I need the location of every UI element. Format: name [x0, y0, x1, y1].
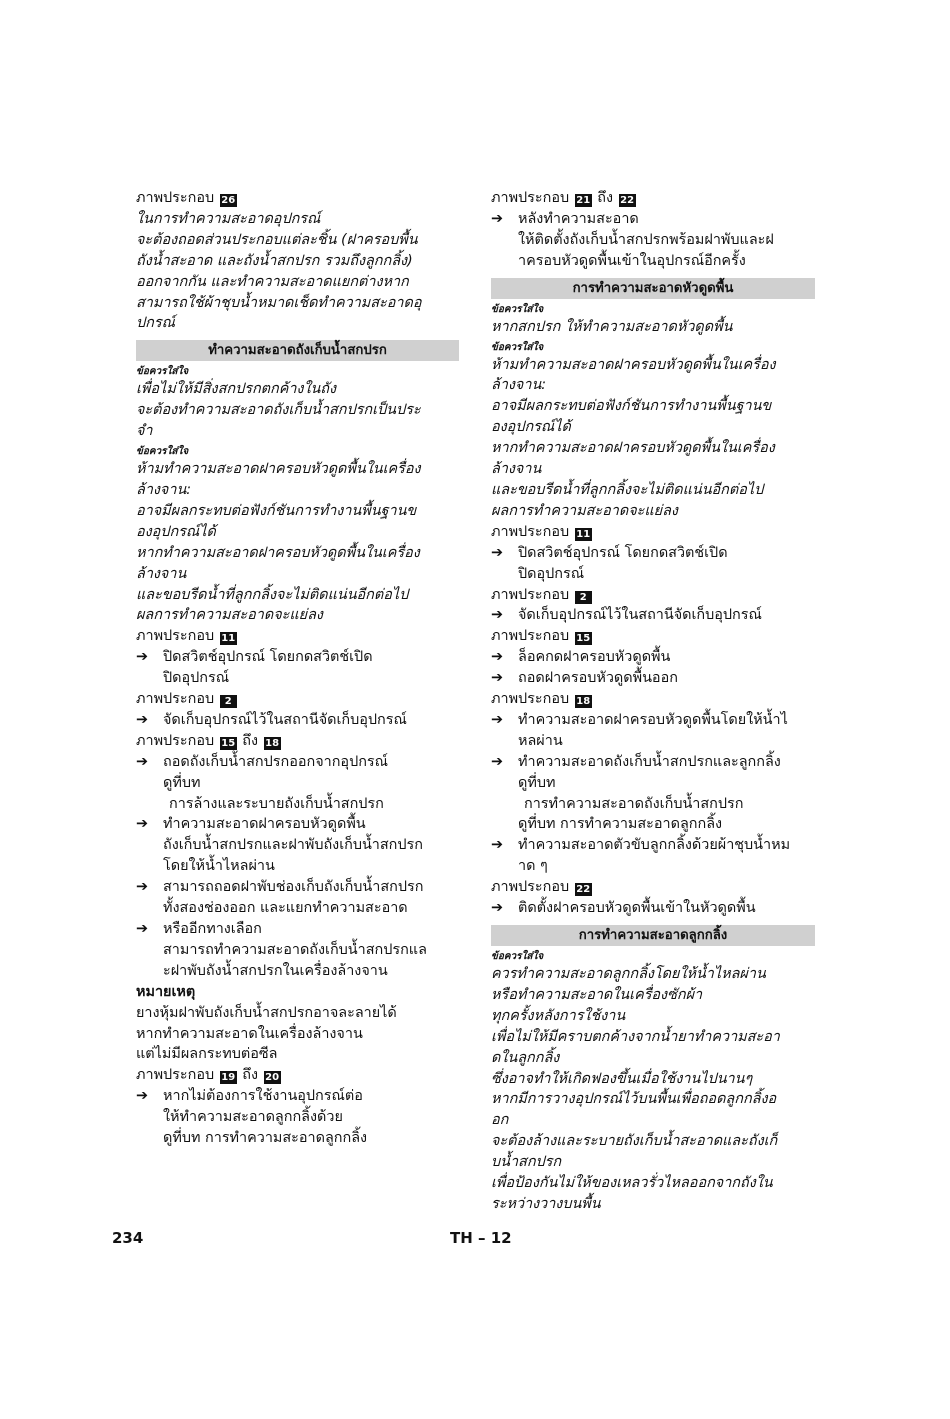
- figure-number: 22: [576, 884, 591, 896]
- page-number: 234: [112, 1229, 144, 1247]
- arrow-icon: ➔: [136, 711, 149, 728]
- figure-ref: ภาพประกอบ 26: [136, 190, 236, 206]
- paragraph: ทุกครั้งหลังการใช้งาน: [491, 1007, 626, 1024]
- cross-reference: การล้างและระบายถังเก็บน้ำสกปรก: [169, 795, 384, 812]
- paragraph: หรือทำความสะอาดในเครื่องซักผ้า: [491, 986, 703, 1003]
- figure-ref: ภาพประกอบ 22: [491, 879, 591, 896]
- figure-number: 15: [576, 633, 591, 645]
- paragraph: จะต้องถอดส่วนประกอบแต่ละชิ้น (ฝาครอบพื้น: [136, 231, 418, 248]
- right-column: [491, 188, 815, 1215]
- instruction-step: ➔ หลังทำความสะอาด: [491, 209, 815, 230]
- arrow-icon: ➔: [491, 607, 504, 624]
- caution-label: ข้อควรใส่ใจ: [136, 366, 189, 378]
- paragraph: สามารถใช้ผ้าชุบน้ำหมาดเช็ดทำความสะอาดอุ: [136, 294, 422, 311]
- arrow-icon: ➔: [491, 544, 504, 561]
- instruction-step: ➔ ถอดถังเก็บน้ำสกปรกออกจากอุปกรณ์: [136, 752, 459, 773]
- instruction-step: ➔ หากไม่ต้องการใช้งานอุปกรณ์ต่อ: [136, 1086, 459, 1107]
- arrow-icon: ➔: [491, 711, 504, 728]
- paragraph: หากทำความสะอาดฝาครอบหัวดูดพื้นในเครื่อง: [136, 544, 420, 561]
- instruction-step: ➔ ติดตั้งฝาครอบหัวดูดพื้นเข้าในหัวดูดพื้น: [491, 898, 815, 919]
- section-heading: ทำความสะอาดถังเก็บน้ำสกปรก: [136, 340, 459, 361]
- paragraph: ดในลูกกลิ้ง: [491, 1049, 560, 1066]
- instruction-continuation: ดูที่บท: [163, 774, 201, 791]
- paragraph: ล้างจาน: [491, 461, 542, 478]
- instruction-step: ➔ ทำความสะอาดถังเก็บน้ำสกปรกและลูกกลิ้ง: [491, 752, 815, 773]
- paragraph: อาจมีผลกระทบต่อฟังก์ชันการทำงานพื้นฐานข: [136, 502, 417, 519]
- arrow-icon: ➔: [491, 670, 504, 687]
- arrow-icon: ➔: [136, 921, 149, 937]
- paragraph: เพื่อไม่ให้มีสิ่งสกปรกตกค้างในถัง: [136, 381, 337, 398]
- figure-ref: ภาพประกอบ 15 ถึง 18: [136, 732, 280, 749]
- figure-number: 18: [265, 737, 280, 749]
- figure-number: 15: [221, 737, 236, 749]
- figure-number: 2: [575, 591, 592, 604]
- instruction-continuation: ทั้งสองช่องออก และแยกทำความสะอาด: [163, 900, 408, 917]
- figure-ref: ภาพประกอบ 18: [491, 691, 591, 708]
- paragraph: เพื่อไม่ให้มีคราบตกค้างจากน้ำยาทำความสะอา: [491, 1028, 780, 1045]
- arrow-icon: ➔: [136, 649, 149, 666]
- figure-number: 2: [220, 695, 237, 708]
- paragraph: ซึ่งอาจทำให้เกิดฟองขึ้นเมื่อใช้งานไปนานๆ: [491, 1070, 753, 1087]
- paragraph: จะต้องล้างและระบายถังเก็บน้ำสะอาดและถังเก็: [491, 1133, 778, 1150]
- figure-number: 22: [620, 195, 635, 206]
- instruction-continuation: าด ๆ: [518, 858, 548, 875]
- instruction-continuation: าครอบหัวดูดพื้นเข้าในอุปกรณ์อีกครั้ง: [518, 252, 746, 269]
- paragraph: ออกจากกัน และทำความสะอาดแยกต่างหาก: [136, 273, 409, 290]
- instruction-continuation: ถังเก็บน้ำสกปรกและฝาพับถังเก็บน้ำสกปรก: [163, 837, 423, 854]
- instruction-continuation: ให้ติดตั้งถังเก็บน้ำสกปรกพร้อมฝาพับและฝ: [518, 231, 774, 248]
- caution-label: ข้อควรใส่ใจ: [136, 446, 189, 458]
- paragraph: และขอบรีดน้ำที่ลูกกลิ้งจะไม่ติดแน่นอีกต่อไป: [136, 586, 409, 603]
- figure-number: 19: [221, 1072, 236, 1084]
- instruction-step: ➔ ทำความสะอาดตัวขับลูกกลิ้งด้วยผ้าชุบน้ำหม: [491, 835, 815, 856]
- figure-ref: ภาพประกอบ 19 ถึง 20: [136, 1067, 280, 1084]
- paragraph: จะต้องทำความสะอาดถังเก็บน้ำสกปรกเป็นประ: [136, 402, 421, 419]
- paragraph: ห้ามทำความสะอาดฝาครอบหัวดูดพื้นในเครื่อง: [136, 461, 421, 478]
- arrow-icon: ➔: [491, 837, 504, 854]
- instruction-step: ➔ ปิดสวิตช์อุปกรณ์ โดยกดสวิตช์เปิด: [136, 647, 459, 668]
- instruction-continuation: ะฝาพับถังน้ำสกปรกในเครื่องล้างจาน: [163, 962, 388, 979]
- cross-reference: การทำความสะอาดถังเก็บน้ำสกปรก: [524, 795, 744, 812]
- instruction-continuation: ปิดอุปกรณ์: [518, 565, 585, 582]
- note-heading: หมายเหตุ: [136, 983, 196, 1000]
- figure-ref: ภาพประกอบ 21 ถึง 22: [491, 190, 635, 206]
- caution-label: ข้อควรใส่ใจ: [491, 341, 544, 353]
- instruction-step: ➔ จัดเก็บอุปกรณ์ไว้ในสถานีจัดเก็บอุปกรณ์: [491, 605, 815, 626]
- paragraph: ผลการทำความสะอาดจะแย่ลง: [491, 502, 678, 519]
- instruction-continuation: หลผ่าน: [518, 732, 563, 749]
- figure-number: 11: [221, 633, 236, 645]
- arrow-icon: ➔: [491, 210, 504, 227]
- instruction-step: ➔ ทำความสะอาดฝาครอบหัวดูดพื้นโดยให้น้ำไ: [491, 710, 815, 731]
- caution-label: ข้อควรใส่ใจ: [491, 303, 544, 315]
- paragraph: และขอบรีดน้ำที่ลูกกลิ้งจะไม่ติดแน่นอีกต่อไป: [491, 481, 764, 498]
- paragraph: ในการทำความสะอาดอุปกรณ์: [136, 210, 321, 227]
- paragraph: หากสกปรก ให้ทำความสะอาดหัวดูดพื้น: [491, 318, 733, 335]
- paragraph: อก: [491, 1112, 509, 1129]
- paragraph: หากทำความสะอาดฝาครอบหัวดูดพื้นในเครื่อง: [491, 440, 775, 457]
- instruction-continuation: ดูที่บท การทำความสะอาดลูกกลิ้ง: [163, 1130, 368, 1147]
- left-column: [136, 188, 459, 1149]
- instruction-step: ➔ หรืออีกทางเลือก: [136, 919, 459, 940]
- instruction-step: ➔ จัดเก็บอุปกรณ์ไว้ในสถานีจัดเก็บอุปกรณ์: [136, 710, 459, 731]
- arrow-icon: ➔: [491, 753, 504, 770]
- arrow-icon: ➔: [136, 816, 149, 833]
- section-heading: การทำความสะอาดลูกกลิ้ง: [491, 925, 815, 946]
- figure-number: 11: [576, 528, 591, 540]
- paragraph: ปกรณ์: [136, 315, 175, 332]
- figure-ref: ภาพประกอบ 15: [491, 628, 591, 645]
- cross-reference: ดูที่บท การทำความสะอาดลูกกลิ้ง: [518, 816, 723, 833]
- instruction-step: ➔ ล็อคกดฝาครอบหัวดูดพื้น: [491, 647, 815, 668]
- instruction-continuation: โดยให้น้ำไหลผ่าน: [163, 858, 275, 875]
- paragraph: หากมีการวางอุปกรณ์ไว้บนพื้นเพื่อถอดลูกกลิ้งอ: [491, 1091, 777, 1108]
- paragraph: อาจมีผลกระทบต่อฟังก์ชันการทำงานพื้นฐานข: [491, 398, 772, 415]
- paragraph: ล้างจาน:: [491, 377, 547, 394]
- instruction-continuation: สามารถทำความสะอาดถังเก็บน้ำสกปรกแล: [163, 941, 427, 958]
- instruction-continuation: ดูที่บท: [518, 774, 556, 791]
- figure-number: 18: [576, 696, 591, 708]
- figure-ref: ภาพประกอบ 11: [136, 628, 236, 645]
- arrow-icon: ➔: [491, 649, 504, 666]
- instruction-step: ➔ ทำความสะอาดฝาครอบหัวดูดพื้น: [136, 814, 459, 835]
- paragraph: องอุปกรณ์ได้: [136, 523, 216, 540]
- instruction-continuation: ให้ทำความสะอาดลูกกลิ้งด้วย: [163, 1109, 343, 1126]
- paragraph: บน้ำสกปรก: [491, 1154, 562, 1171]
- paragraph: ล้างจาน:: [136, 481, 192, 498]
- paragraph: องอุปกรณ์ได้: [491, 419, 571, 436]
- paragraph: ควรทำความสะอาดลูกกลิ้งโดยให้น้ำไหลผ่าน: [491, 966, 766, 982]
- figure-ref: ภาพประกอบ 2: [491, 585, 815, 606]
- figure-number: 26: [221, 195, 236, 206]
- paragraph: เพื่อป้องกันไม่ให้ของเหลวรั่วไหลออกจากถังใน: [491, 1175, 773, 1192]
- arrow-icon: ➔: [491, 900, 504, 917]
- paragraph: ห้ามทำความสะอาดฝาครอบหัวดูดพื้นในเครื่อง: [491, 356, 776, 373]
- figure-number: 21: [576, 195, 591, 206]
- figure-ref: ภาพประกอบ 11: [491, 523, 591, 540]
- instruction-step: ➔ ถอดฝาครอบหัวดูดพื้นออก: [491, 668, 815, 689]
- paragraph: หากทำความสะอาดในเครื่องล้างจาน: [136, 1025, 363, 1042]
- paragraph: ยางหุ้มฝาพับถังเก็บน้ำสกปรกอาจละลายได้: [136, 1004, 397, 1021]
- arrow-icon: ➔: [136, 1088, 149, 1105]
- section-heading: การทำความสะอาดหัวดูดพื้น: [491, 278, 815, 299]
- paragraph: ล้างจาน: [136, 565, 187, 582]
- arrow-icon: ➔: [136, 753, 149, 770]
- instruction-continuation: ปิดอุปกรณ์: [163, 670, 230, 687]
- paragraph: แต่ไม่มีผลกระทบต่อซีล: [136, 1046, 278, 1063]
- figure-ref: ภาพประกอบ 2: [136, 689, 459, 710]
- paragraph: ผลการทำความสะอาดจะแย่ลง: [136, 607, 323, 624]
- paragraph: ระหว่างวางบนพื้น: [491, 1195, 601, 1212]
- arrow-icon: ➔: [136, 879, 149, 896]
- instruction-step: ➔ สามารถถอดฝาพับช่องเก็บถังเก็บน้ำสกปรก: [136, 877, 459, 898]
- figure-number: 20: [265, 1072, 280, 1084]
- page-code: TH – 12: [450, 1229, 512, 1247]
- paragraph: ถังน้ำสะอาด และถังน้ำสกปรก รวมถึงลูกกลิ้ง): [136, 252, 413, 269]
- instruction-step: ➔ ปิดสวิตช์อุปกรณ์ โดยกดสวิตช์เปิด: [491, 543, 815, 564]
- caution-label: ข้อควรใส่ใจ: [491, 951, 544, 962]
- paragraph: จำ: [136, 423, 153, 440]
